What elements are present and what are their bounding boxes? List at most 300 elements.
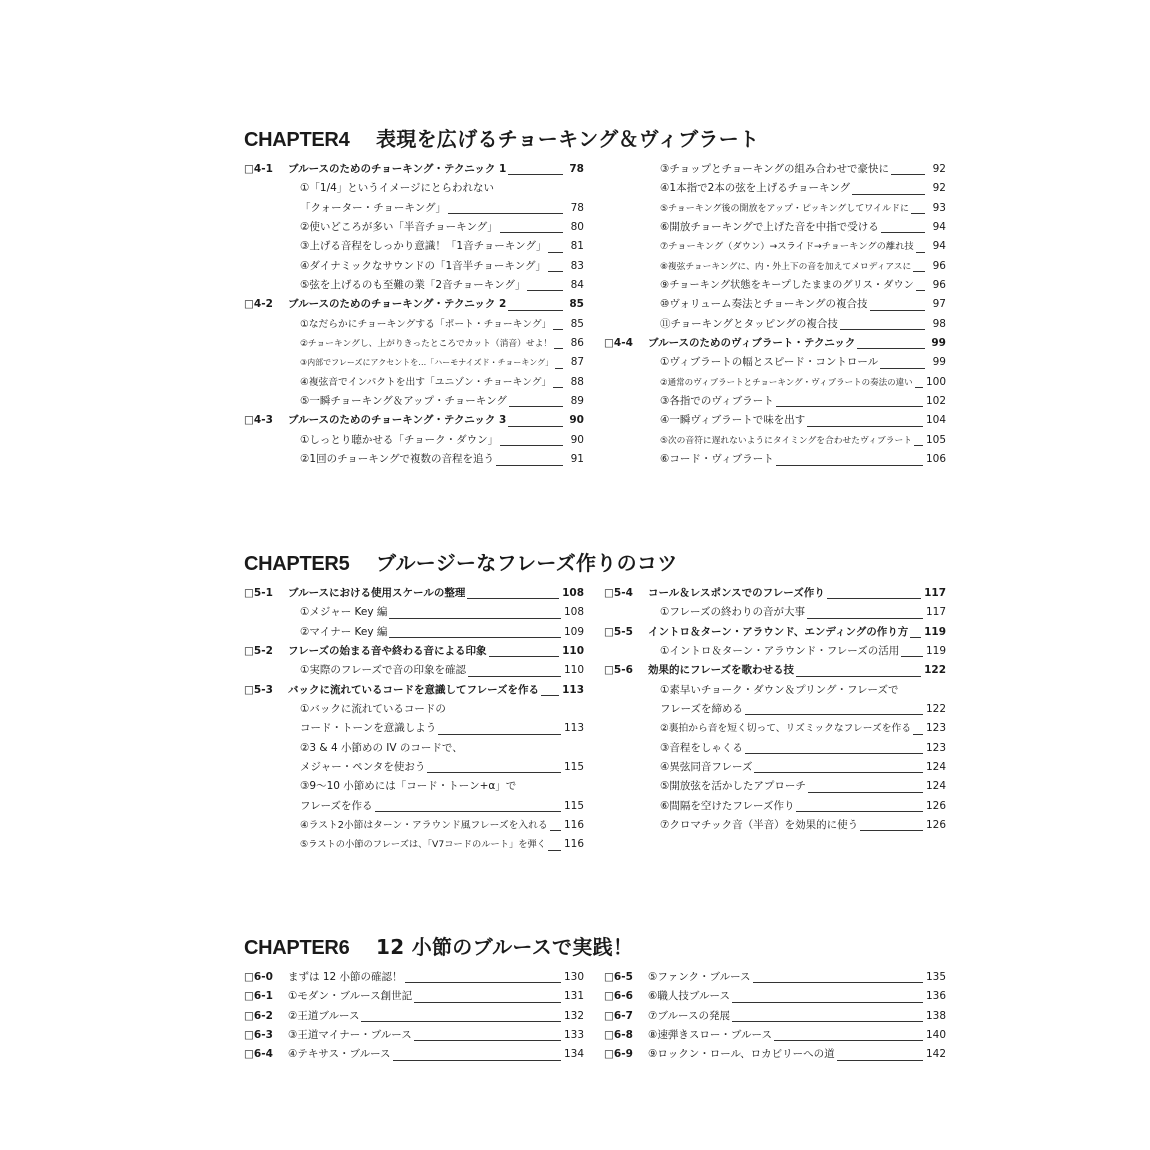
leader-line	[901, 656, 923, 657]
toc-entry	[604, 758, 946, 777]
leader-line	[827, 598, 921, 599]
page-number: 99	[932, 356, 946, 369]
toc-entry	[604, 642, 946, 661]
page-number: 116	[563, 838, 584, 851]
leader-line	[915, 387, 923, 388]
entry-title: ブルースのためのヴィブラート・テクニック	[648, 337, 856, 350]
section-code: □5-6	[604, 664, 633, 677]
leader-line	[389, 618, 561, 619]
chapter-heading	[244, 124, 759, 154]
toc-entry	[244, 816, 584, 835]
chapter-title: ブルージーなフレーズ作りのコツ	[376, 551, 678, 575]
leader-line	[808, 792, 923, 793]
entry-title: ブルースにおける使用スケールの整理	[288, 587, 466, 599]
toc-section	[244, 987, 584, 1006]
entry-title: ③9～10 小節めには「コード・トーン+α」で	[300, 780, 517, 793]
page-number: 93	[932, 201, 946, 214]
page-number: 88	[570, 375, 584, 388]
leader-line	[860, 830, 923, 831]
page-number: 105	[925, 433, 946, 446]
leader-line	[732, 1002, 923, 1003]
page-number: 126	[925, 819, 946, 832]
toc-section	[604, 1007, 946, 1026]
leader-line	[807, 426, 923, 427]
toc-entry	[604, 353, 946, 372]
toc-section	[244, 968, 584, 987]
toc-entry	[604, 719, 946, 738]
entry-title: ③音程をしゃくる	[660, 741, 743, 754]
section-code: □5-1	[244, 587, 273, 599]
toc-entry	[244, 700, 584, 719]
section-code: □6-8	[604, 1029, 633, 1042]
entry-title: ⑥コード・ヴィブラート	[660, 453, 774, 466]
section-code: □5-5	[604, 625, 633, 638]
leader-line	[910, 637, 921, 638]
section-code: □6-5	[604, 971, 633, 983]
section-code: □6-0	[244, 971, 273, 983]
entry-title: ②通常のヴィブラートとチョーキング・ヴィブラートの奏法の違い	[660, 377, 913, 388]
leader-line	[509, 406, 563, 407]
toc-entry	[244, 719, 584, 738]
leader-line	[508, 310, 563, 311]
toc-entry	[244, 237, 584, 256]
entry-title: フレーズを作る	[300, 799, 373, 812]
toc-section	[244, 584, 584, 603]
page-number: 131	[563, 990, 584, 1003]
toc-entry	[244, 334, 584, 353]
section-code: □5-3	[244, 683, 273, 696]
toc-entry	[244, 431, 584, 450]
entry-title: ①バックに流れているコードの	[300, 703, 446, 716]
section-code: □6-4	[244, 1048, 273, 1061]
leader-line	[776, 465, 923, 466]
toc-section	[244, 160, 584, 179]
leader-line	[427, 772, 561, 773]
page-number: 98	[932, 317, 946, 330]
entry-title: ①素早いチョーク・ダウン＆プリング・フレーズで	[660, 683, 899, 696]
page-number: 86	[570, 337, 584, 350]
page-number: 80	[570, 221, 584, 234]
toc-column-left	[244, 160, 584, 470]
page-number: 90	[569, 414, 584, 427]
entry-title: ⑤ファンク・ブルース	[648, 971, 751, 983]
page-number: 99	[931, 337, 946, 350]
leader-line	[745, 753, 923, 754]
entry-title: ③各指でのヴィブラート	[660, 395, 774, 408]
page-number: 140	[925, 1029, 946, 1042]
chapter-number: CHAPTER6	[244, 937, 350, 959]
toc-column-left	[244, 968, 584, 1065]
entry-title: ⑥間隔を空けたフレーズ作り	[660, 799, 795, 812]
page-number: 78	[570, 201, 584, 214]
chapter-heading	[244, 548, 678, 578]
leader-line	[448, 213, 563, 214]
entry-title: ④複弦音でインパクトを出す「ユニゾン・チョーキング」	[300, 376, 552, 388]
leader-line	[548, 850, 561, 851]
toc-entry	[604, 700, 946, 719]
toc-section	[244, 642, 584, 661]
entry-title: ⑩ヴォリューム奏法とチョーキングの複合技	[660, 298, 868, 311]
entry-title: ①メジャー Key 編	[300, 606, 388, 619]
leader-line	[753, 982, 923, 983]
toc-entry	[604, 237, 946, 256]
toc-section	[604, 661, 946, 680]
toc-section	[244, 1045, 584, 1064]
chapter-title: 12 小節のブルースで実践！	[376, 935, 634, 959]
entry-title: ④異弦同音フレーズ	[660, 761, 753, 774]
leader-line	[500, 232, 563, 233]
entry-title: ⑨チョーキング状態をキープしたままのグリス・ダウン	[660, 279, 914, 292]
page-number: 87	[570, 356, 585, 369]
leader-line	[891, 174, 925, 175]
entry-title: ⑦クロマチック音（半音）を効果的に使う	[660, 819, 859, 832]
page-number: 138	[925, 1009, 946, 1022]
leader-line	[541, 695, 559, 696]
toc-entry	[244, 179, 584, 198]
toc-section	[604, 334, 946, 353]
toc-entry	[244, 758, 584, 777]
toc-entry	[244, 373, 584, 392]
entry-title: イントロ＆ターン・アラウンド、エンディングの作り方	[648, 625, 909, 638]
entry-title: ②マイナー Key 編	[300, 625, 388, 638]
page-number: 109	[563, 625, 584, 638]
entry-title: ②チョーキングし、上がりきったところでカット（消音）せよ！	[300, 339, 553, 350]
leader-line	[914, 445, 923, 446]
page-number: 100	[925, 375, 946, 388]
entry-title: ①イントロ＆ターン・アラウンド・フレーズの活用	[660, 645, 900, 658]
toc-entry	[604, 218, 946, 237]
toc-entry	[244, 835, 584, 854]
toc-entry	[604, 199, 946, 218]
toc-section	[604, 987, 946, 1006]
section-code: □6-7	[604, 1009, 633, 1022]
toc-entry	[244, 777, 584, 796]
toc-entry	[604, 373, 946, 392]
entry-title: ③王道マイナー・ブルース	[288, 1029, 412, 1042]
section-code: □4-1	[244, 163, 273, 175]
chapter-number: CHAPTER4	[244, 129, 350, 151]
chapter-heading	[244, 932, 633, 962]
section-code: □6-9	[604, 1048, 633, 1061]
page-number: 78	[569, 163, 584, 175]
entry-title: ④テキサス・ブルース	[288, 1048, 391, 1061]
entry-title: ①なだらかにチョーキングする「ポート・チョーキング」	[300, 318, 552, 330]
leader-line	[554, 348, 563, 349]
page-number: 123	[925, 722, 946, 735]
entry-title: ①実際のフレーズで音の印象を確認	[300, 664, 466, 677]
page-number: 84	[570, 279, 584, 292]
toc-entry	[604, 681, 946, 700]
leader-line	[916, 252, 925, 253]
leader-line	[880, 368, 925, 369]
section-code: □4-2	[244, 298, 273, 311]
toc-entry	[604, 450, 946, 469]
entry-title: ⑤次の音符に遅れないようにタイミングを合わせたヴィブラート	[660, 435, 912, 446]
entry-title: ⑤一瞬チョーキング＆アップ・チョーキング	[300, 395, 507, 408]
leader-line	[468, 676, 561, 677]
leader-line	[548, 271, 563, 272]
entry-title: ③チョップとチョーキングの組み合わせで豪快に	[660, 163, 889, 175]
entry-title: フレーズの始まる音や終わる音による印象	[288, 645, 487, 658]
section-code: □6-2	[244, 1009, 273, 1022]
entry-title: ⑪チョーキングとタッピングの複合技	[660, 317, 838, 330]
entry-title: ⑤開放弦を活かしたアプローチ	[660, 780, 806, 793]
entry-title: 「クォーター・チョーキング」	[300, 201, 447, 214]
entry-title: ①ヴィブラートの幅とスピード・コントロール	[660, 356, 879, 369]
leader-line	[857, 348, 925, 349]
leader-line	[508, 174, 563, 175]
page-number: 130	[563, 971, 584, 983]
leader-line	[527, 290, 563, 291]
section-code: □6-1	[244, 990, 273, 1003]
page-number: 113	[563, 722, 584, 735]
page-number: 136	[925, 990, 946, 1003]
leader-line	[489, 656, 560, 657]
entry-title: ⑧複弦チョーキングに、内・外上下の音を加えてメロディアスに	[660, 261, 912, 272]
leader-line	[913, 271, 925, 272]
entry-title: ⑦チョーキング（ダウン）→スライド→チョーキングの離れ技	[660, 241, 914, 253]
page-number: 108	[563, 606, 584, 619]
toc-entry	[604, 160, 946, 179]
page-number: 97	[932, 298, 946, 311]
toc-entry	[604, 392, 946, 411]
section-code: □5-4	[604, 587, 633, 599]
entry-title: ⑦ブルースの発展	[648, 1009, 730, 1022]
page-number: 94	[932, 221, 946, 234]
leader-line	[870, 310, 925, 311]
page-number: 110	[563, 664, 584, 677]
leader-line	[405, 982, 561, 983]
page-number: 92	[932, 182, 946, 195]
page-number: 122	[924, 664, 946, 677]
toc-column-right	[604, 968, 946, 1065]
entry-title: ブルースのためのチョーキング・テクニック 3	[288, 414, 507, 427]
entry-title: ①「1/4」というイメージにとらわれない	[300, 182, 494, 195]
toc-entry	[244, 739, 584, 758]
page-number: 89	[570, 395, 584, 408]
chapter-number: CHAPTER5	[244, 553, 350, 575]
page-number: 96	[932, 259, 946, 272]
toc-section	[604, 584, 946, 603]
page-number: 102	[925, 395, 946, 408]
page-number: 113	[562, 683, 584, 696]
page-number: 119	[924, 625, 946, 638]
toc-entry	[244, 623, 584, 642]
entry-title: ⑨ロックン・ロール、ロカビリーへの道	[648, 1048, 835, 1061]
toc-entry	[244, 257, 584, 276]
toc-entry	[604, 315, 946, 334]
page-number: 108	[562, 587, 584, 599]
toc-entry	[244, 353, 584, 372]
leader-line	[375, 811, 561, 812]
entry-title: ブルースのためのチョーキング・テクニック 2	[288, 298, 507, 311]
leader-line	[840, 329, 925, 330]
page-number: 83	[570, 259, 584, 272]
page-number: 96	[932, 279, 946, 292]
page-number: 85	[570, 317, 584, 330]
entry-title: ④ラスト2小節はターン・アラウンド風フレーズを入れる	[300, 820, 548, 832]
leader-line	[550, 830, 561, 831]
page-number: 122	[925, 703, 946, 716]
leader-line	[732, 1021, 923, 1022]
toc-entry	[244, 797, 584, 816]
page-number: 110	[562, 645, 584, 658]
page-number: 135	[925, 971, 946, 983]
entry-title: ①フレーズの終わりの音が大事	[660, 606, 805, 619]
leader-line	[414, 1002, 561, 1003]
leader-line	[389, 637, 561, 638]
entry-title: メジャー・ペンタを使おう	[300, 761, 426, 774]
toc-entry	[244, 315, 584, 334]
page-number: 85	[569, 298, 584, 311]
entry-title: ⑥開放チョーキングで上げた音を中指で受ける	[660, 221, 879, 234]
entry-title: ⑤ラストの小節のフレーズは、「V7コードのルート」を弾く	[300, 839, 547, 851]
page-number: 115	[563, 761, 584, 774]
toc-entry	[244, 276, 584, 295]
page-number: 117	[924, 587, 946, 599]
leader-line	[548, 252, 563, 253]
leader-line	[745, 714, 923, 715]
leader-line	[467, 598, 559, 599]
page-number: 104	[925, 414, 946, 427]
toc-entry	[604, 257, 946, 276]
leader-line	[807, 618, 923, 619]
section-code: □6-6	[604, 990, 633, 1003]
page-number: 91	[570, 453, 584, 466]
entry-title: まずは 12 小節の確認！	[288, 971, 403, 983]
page-number: 94	[932, 240, 946, 253]
leader-line	[393, 1060, 561, 1061]
section-code: □4-3	[244, 414, 273, 427]
entry-title: コール＆レスポンスでのフレーズ作り	[648, 587, 825, 599]
entry-title: ①モダン・ブルース創世記	[288, 990, 413, 1003]
page-number: 124	[925, 761, 946, 774]
entry-title: ⑤弦を上げるのも至難の業「2音チョーキング」	[300, 279, 526, 292]
leader-line	[414, 1040, 561, 1041]
entry-title: ②3 & 4 小節めの IV のコードで、	[300, 741, 463, 754]
entry-title: ⑥職人技ブルース	[648, 990, 730, 1003]
leader-line	[553, 329, 563, 330]
page-number: 81	[570, 240, 584, 253]
toc-section	[244, 1007, 584, 1026]
toc-entry	[244, 661, 584, 680]
leader-line	[500, 445, 563, 446]
page-number: 119	[925, 645, 946, 658]
leader-line	[796, 676, 921, 677]
entry-title: コード・トーンを意識しよう	[300, 722, 437, 735]
toc-entry	[604, 816, 946, 835]
leader-line	[438, 734, 561, 735]
toc-section	[604, 623, 946, 642]
entry-title: バックに流れているコードを意識してフレーズを作る	[288, 683, 540, 696]
entry-title: ①しっとり聴かせる「チョーク・ダウン」	[300, 433, 499, 446]
toc-entry	[244, 199, 584, 218]
page-number: 106	[925, 453, 946, 466]
toc-column-right	[604, 160, 946, 470]
leader-line	[916, 290, 925, 291]
entry-title: ②裏拍から音を短く切って、リズミックなフレーズを作る	[660, 723, 912, 735]
entry-title: ⑤チョーキング後の開放をアップ・ピッキングしてワイルドに	[660, 203, 910, 214]
leader-line	[754, 772, 922, 773]
page-number: 132	[563, 1009, 584, 1022]
toc-entry	[244, 603, 584, 622]
leader-line	[776, 406, 923, 407]
toc-column-left	[244, 584, 584, 855]
leader-line	[555, 368, 563, 369]
page-number: 123	[925, 741, 946, 754]
leader-line	[911, 213, 925, 214]
section-code: □6-3	[244, 1029, 273, 1042]
entry-title: ④1本指で2本の弦を上げるチョーキング	[660, 182, 851, 195]
section-code: □4-4	[604, 337, 633, 350]
page-number: 133	[563, 1029, 584, 1042]
toc-entry	[604, 739, 946, 758]
leader-line	[881, 232, 925, 233]
leader-line	[837, 1060, 923, 1061]
toc-section	[244, 1026, 584, 1045]
toc-section	[244, 681, 584, 700]
page-number: 116	[563, 819, 584, 832]
toc-entry	[604, 777, 946, 796]
toc-entry	[244, 392, 584, 411]
toc-section	[604, 968, 946, 987]
entry-title: ②使いどころが多い「半音チョーキング」	[300, 221, 498, 234]
entry-title: ④ダイナミックなサウンドの「1音半チョーキング」	[300, 259, 547, 272]
leader-line	[913, 734, 923, 735]
toc-entry	[604, 411, 946, 430]
entry-title: フレーズを締める	[660, 703, 744, 716]
leader-line	[553, 387, 563, 388]
toc-section	[604, 1026, 946, 1045]
entry-title: 効果的にフレーズを歌わせる技	[648, 664, 795, 677]
page-number: 126	[925, 799, 946, 812]
chapter-title: 表現を広げるチョーキング＆ヴィブラート	[376, 127, 760, 151]
toc-entry	[604, 179, 946, 198]
page-number: 117	[925, 606, 946, 619]
entry-title: ②王道ブルース	[288, 1009, 360, 1022]
toc-entry	[244, 450, 584, 469]
toc-column-right	[604, 584, 946, 835]
entry-title: ③内部でフレーズにアクセントを…「ハーモナイズド・チョーキング」	[300, 358, 554, 368]
entry-title: ③上げる音程をしっかり意識！「1音チョーキング」	[300, 240, 547, 253]
page-number: 115	[563, 799, 584, 812]
toc-section	[604, 1045, 946, 1064]
section-code: □5-2	[244, 645, 273, 658]
toc-entry	[604, 431, 946, 450]
toc-entry	[604, 603, 946, 622]
entry-title: ②1回のチョーキングで複数の音程を追う	[300, 453, 494, 466]
entry-title: ⑧速弾きスロー・ブルース	[648, 1029, 772, 1042]
toc-section	[244, 411, 584, 430]
toc-entry	[604, 295, 946, 314]
leader-line	[361, 1021, 560, 1022]
page-number: 142	[925, 1048, 946, 1061]
toc-entry	[604, 797, 946, 816]
entry-title: ④一瞬ヴィブラートで味を出す	[660, 414, 806, 427]
page-number: 134	[563, 1048, 584, 1061]
entry-title: ブルースのためのチョーキング・テクニック 1	[288, 163, 507, 175]
page-number: 90	[570, 433, 584, 446]
leader-line	[508, 426, 563, 427]
toc-entry	[244, 218, 584, 237]
leader-line	[796, 811, 922, 812]
page-number: 124	[925, 780, 946, 793]
page-number: 92	[932, 163, 946, 175]
leader-line	[496, 465, 563, 466]
toc-section	[244, 295, 584, 314]
leader-line	[852, 194, 925, 195]
toc-entry	[604, 276, 946, 295]
